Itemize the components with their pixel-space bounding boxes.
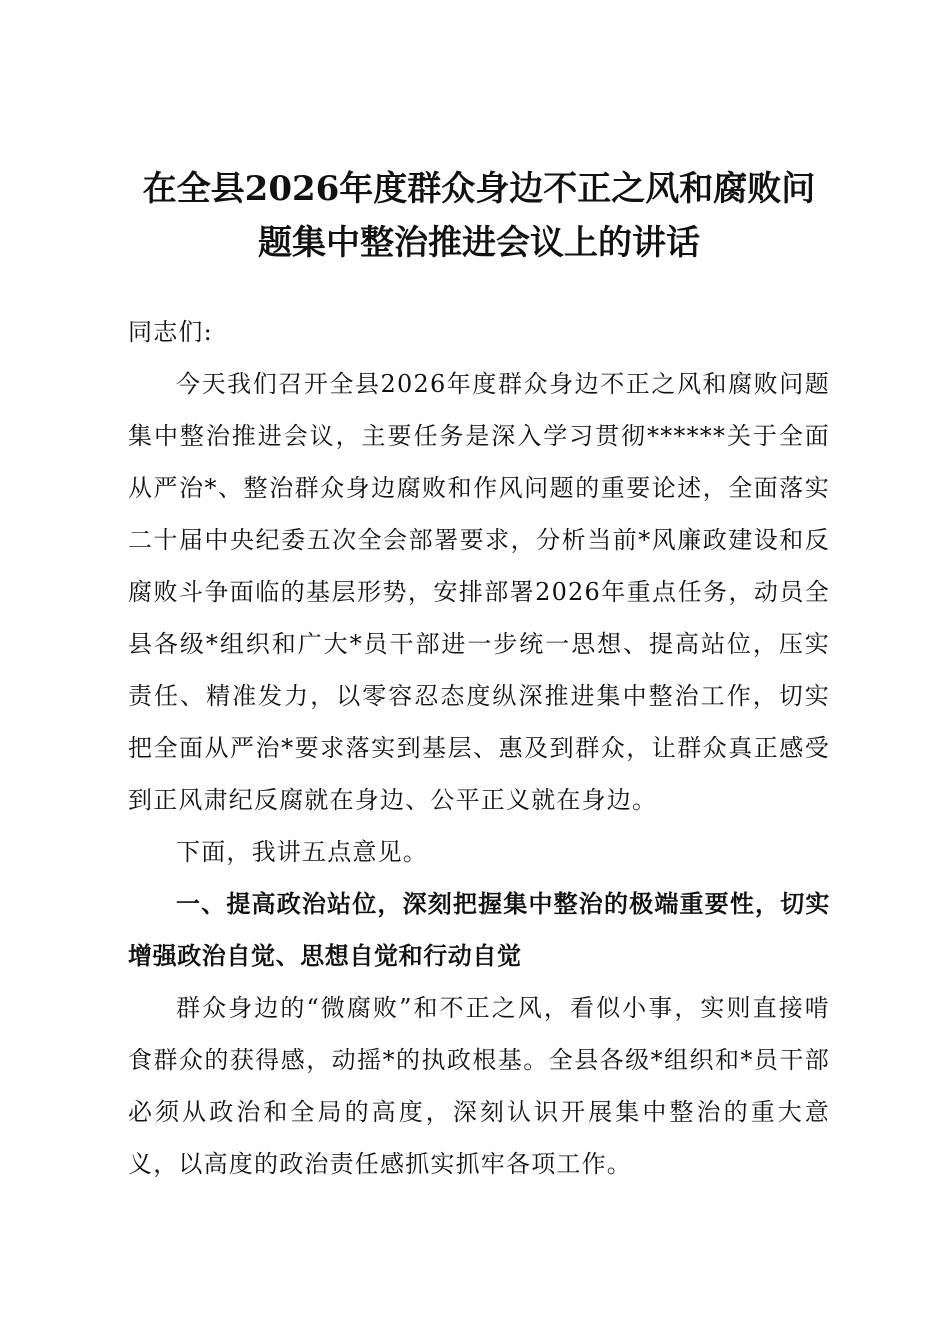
opening-paragraph: 今天我们召开全县2026年度群众身边不正之风和腐败问题集中整治推进会议，主要任务是深入学习贯彻******关于全面从严治*、整治群众身边腐败和作风问题的重要论述，全面落实二十届中央纪委五次全会部署要求，分析当前*风廉政建设和反腐败斗争面临的基层形势，安排部署2026年重点任务，动员全县各级*组织和广大*员干部进一步统一思想、提高站位，压实责任、精准发力，以零容忍态度纵深推进集中整治工作，切实把全面从严治*要求落实到基层、惠及到群众，让群众真正感受到正风肃纪反腐就在身边、公平正义就在身边。 [128,370,830,814]
title-line-1: 在全县2026年度群众身边不正之风和腐败问 [142,169,816,209]
title-line-2: 题集中整治推进会议上的讲话 [258,223,700,263]
section-1-heading: 一、提高政治站位，深刻把握集中整治的极端重要性，切实增强政治自觉、思想自觉和行动自觉 [128,890,830,970]
salutation: 同志们: [128,318,213,346]
section-1-paragraph: 群众身边的“微腐败”和不正之风，看似小事，实则直接啃食群众的获得感，动摇*的执政根基。全县各级*组织和*员干部必须从政治和全局的高度，深刻认识开展集中整治的重大意义，以高度的政治责任感抓实抓牢各项工作。 [128,994,830,1178]
transition-paragraph: 下面，我讲五点意见。 [176,838,428,866]
document-content [128,162,830,1190]
document-title [108,162,850,270]
